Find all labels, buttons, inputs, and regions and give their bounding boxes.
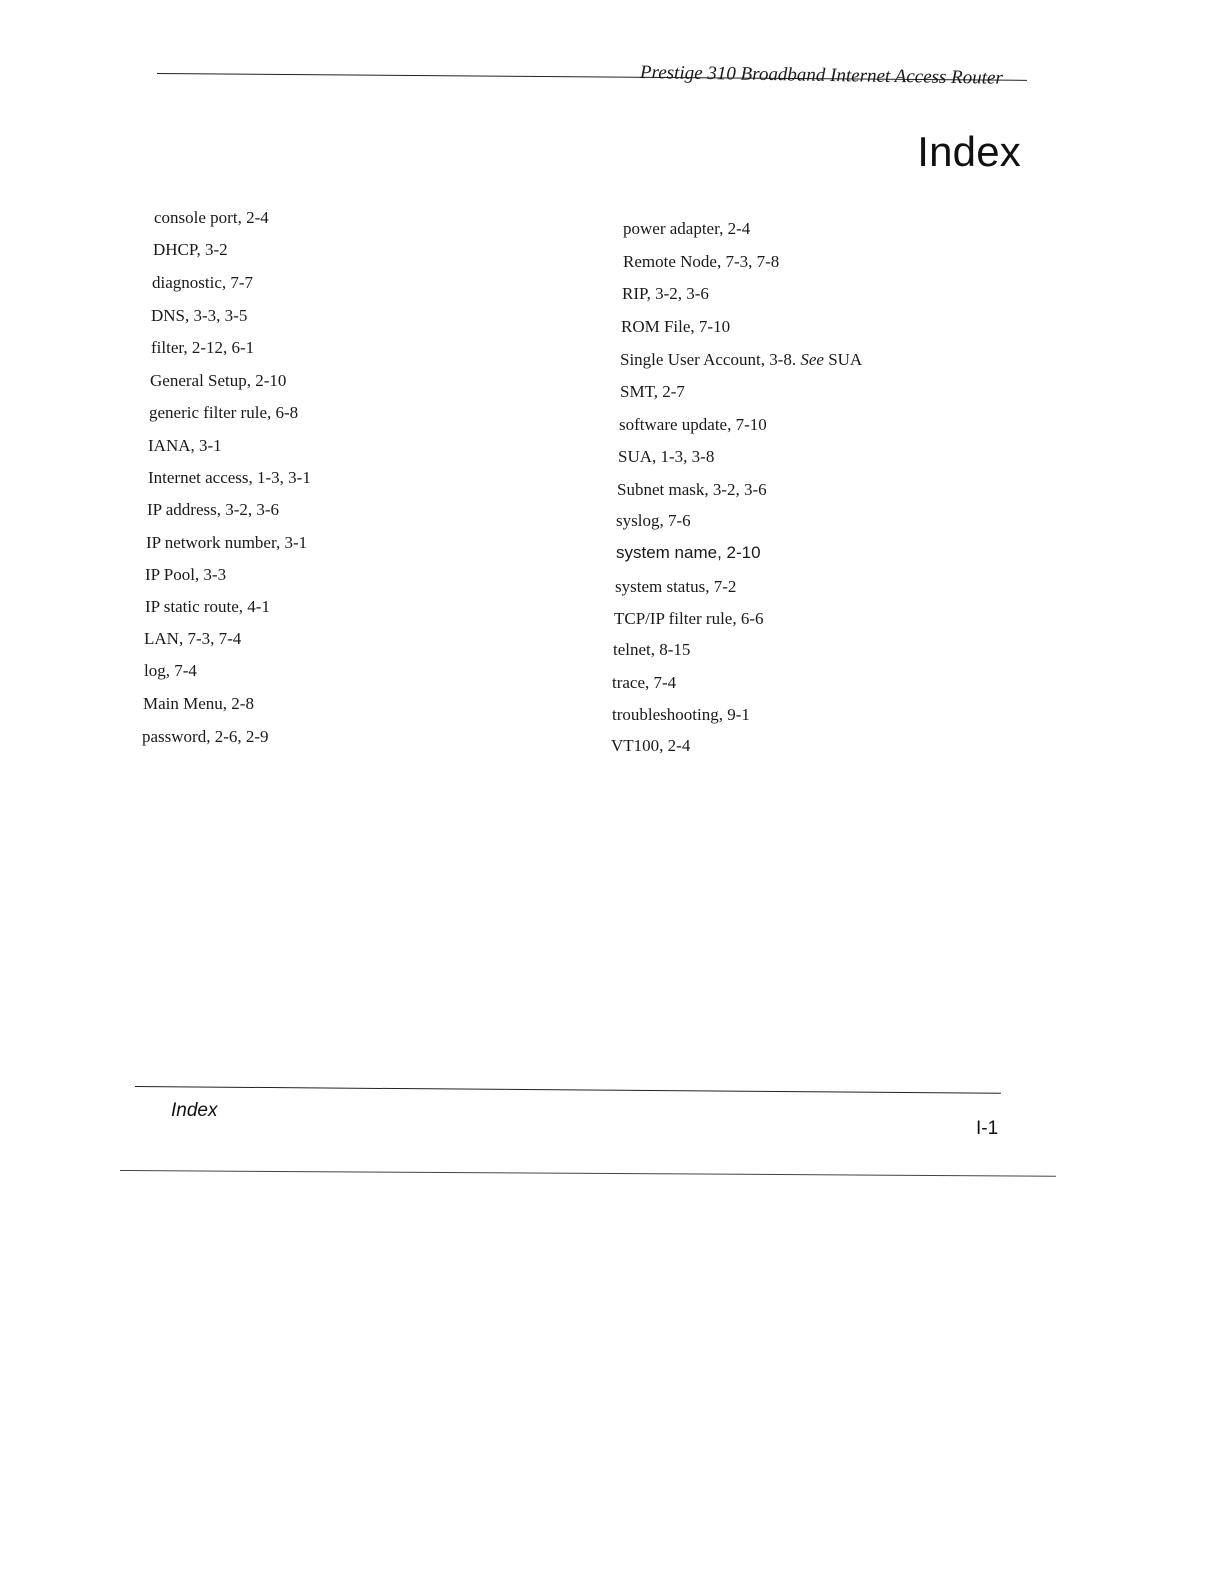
index-entry: IP network number, 3-1: [146, 533, 308, 552]
index-entry: telnet, 8-15: [613, 640, 691, 659]
index-entry: DHCP, 3-2: [153, 240, 228, 259]
footer-bottom-rule: [120, 1170, 1056, 1177]
index-entry: diagnostic, 7-7: [152, 273, 254, 292]
index-entry: log, 7-4: [144, 661, 197, 680]
index-entry: power adapter, 2-4: [623, 219, 751, 238]
running-head: Prestige 310 Broadband Internet Access Router: [639, 62, 1004, 89]
index-entry: filter, 2-12, 6-1: [151, 338, 255, 357]
index-entry-text: Single User Account, 3-8.: [620, 350, 797, 369]
index-entry: syslog, 7-6: [616, 511, 691, 530]
see-target: SUA: [828, 350, 863, 369]
index-entry: IP Pool, 3-3: [145, 565, 227, 584]
index-entry: generic filter rule, 6-8: [149, 403, 299, 422]
page-number: I-1: [976, 1118, 999, 1139]
index-entry: SUA, 1-3, 3-8: [618, 447, 715, 466]
footer-section-label: Index: [171, 1100, 218, 1121]
index-entry: RIP, 3-2, 3-6: [622, 284, 709, 303]
page-title: Index: [917, 128, 1021, 175]
see-label: See: [800, 350, 824, 369]
index-entry: system status, 7-2: [615, 577, 737, 596]
index-entry: software update, 7-10: [619, 415, 767, 434]
index-entry: system name, 2-10: [616, 543, 761, 562]
index-entry: Internet access, 1-3, 3-1: [148, 468, 311, 487]
index-entry: Remote Node, 7-3, 7-8: [623, 252, 780, 271]
index-entry: Main Menu, 2-8: [143, 694, 254, 713]
footer-rule: [135, 1086, 1001, 1094]
index-entry: DNS, 3-3, 3-5: [151, 306, 248, 325]
index-entry-see-also: [620, 350, 862, 370]
index-entry: IP static route, 4-1: [145, 597, 270, 616]
index-entry: VT100, 2-4: [611, 736, 691, 755]
index-entry: SMT, 2-7: [620, 382, 685, 401]
index-entry: trace, 7-4: [612, 673, 677, 692]
index-entry: General Setup, 2-10: [150, 371, 287, 390]
index-entry: IP address, 3-2, 3-6: [147, 500, 280, 519]
index-entry: IANA, 3-1: [148, 436, 222, 455]
index-entry: LAN, 7-3, 7-4: [144, 629, 242, 648]
index-entry: troubleshooting, 9-1: [612, 705, 750, 724]
index-entry: password, 2-6, 2-9: [142, 727, 269, 746]
index-entry: console port, 2-4: [154, 208, 269, 227]
index-entry: TCP/IP filter rule, 6-6: [614, 609, 764, 628]
index-entry: ROM File, 7-10: [621, 317, 731, 336]
index-entry: Subnet mask, 3-2, 3-6: [617, 480, 767, 499]
